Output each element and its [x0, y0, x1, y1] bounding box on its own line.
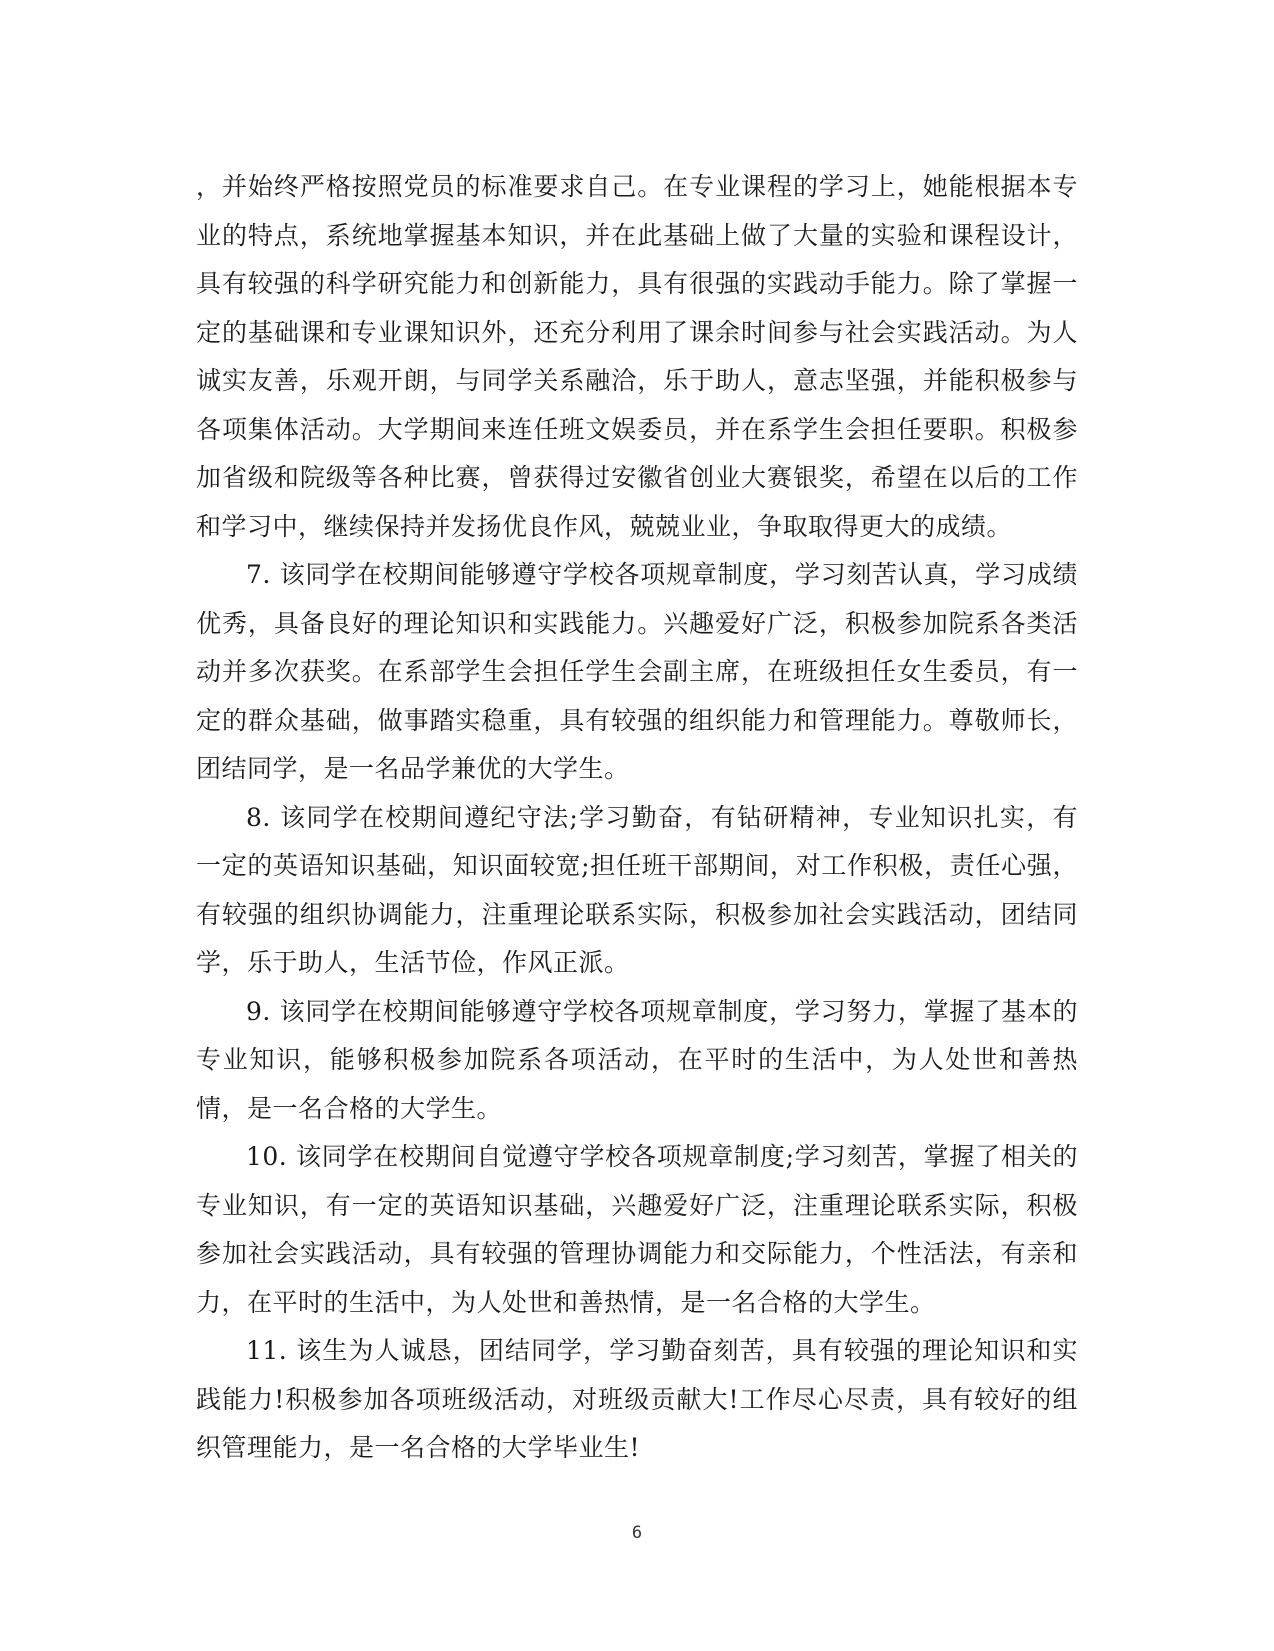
paragraph-continued: ，并始终严格按照党员的标准要求自己。在专业课程的学习上，她能根据本专业的特点，系统地掌握基本知识，并在此基础上做了大量的实验和课程设计，具有较强的科学研究能力和创新能力，具有很强的实践动手能力。除了掌握一定的基础课和专业课知识外，还充分利用了课余时间参与社会实践活动。为人诚实友善，乐观开朗，与同学关系融洽，乐于助人，意志坚强，并能积极参与各项集体活动。大学期间来连任班文娱委员，并在系学生会担任要职。积极参加省级和院级等各种比赛，曾获得过安徽省创业大赛银奖，希望在以后的工作和学习中，继续保持并发扬优良作风，兢兢业业，争取取得更大的成绩。	[196, 172, 1078, 541]
paragraph-item-11: 11. 该生为人诚恳，团结同学，学习勤奋刻苦，具有较强的理论知识和实践能力!积极参加各项班级活动，对班级贡献大!工作尽心尽责，具有较好的组织管理能力，是一名合格的大学毕业生!	[196, 1336, 1078, 1462]
document-body	[196, 163, 1078, 1473]
paragraph-item-9: 9. 该同学在校期间能够遵守学校各项规章制度，学习努力，掌握了基本的专业知识，能够积极参加院系各项活动，在平时的生活中，为人处世和善热情，是一名合格的大学生。	[196, 996, 1078, 1123]
paragraph-item-8: 8. 该同学在校期间遵纪守法;学习勤奋，有钻研精神，专业知识扎实，有一定的英语知识基础，知识面较宽;担任班干部期间，对工作积极，责任心强，有较强的组织协调能力，注重理论联系实际，积极参加社会实践活动，团结同学，乐于助人，生活节俭，作风正派。	[196, 802, 1078, 977]
paragraph-item-7: 7. 该同学在校期间能够遵守学校各项规章制度，学习刻苦认真，学习成绩优秀，具备良好的理论知识和实践能力。兴趣爱好广泛，积极参加院系各类活动并多次获奖。在系部学生会担任学生会副主席，在班级担任女生委员，有一定的群众基础，做事踏实稳重，具有较强的组织能力和管理能力。尊敬师长，团结同学，是一名品学兼优的大学生。	[196, 560, 1078, 783]
paragraph-item-10: 10. 该同学在校期间自觉遵守学校各项规章制度;学习刻苦，掌握了相关的专业知识，有一定的英语知识基础，兴趣爱好广泛，注重理论联系实际，积极参加社会实践活动，具有较强的管理协调能力和交际能力，个性活法，有亲和力，在平时的生活中，为人处世和善热情，是一名合格的大学生。	[196, 1142, 1078, 1317]
page-number: 6	[631, 1523, 643, 1543]
